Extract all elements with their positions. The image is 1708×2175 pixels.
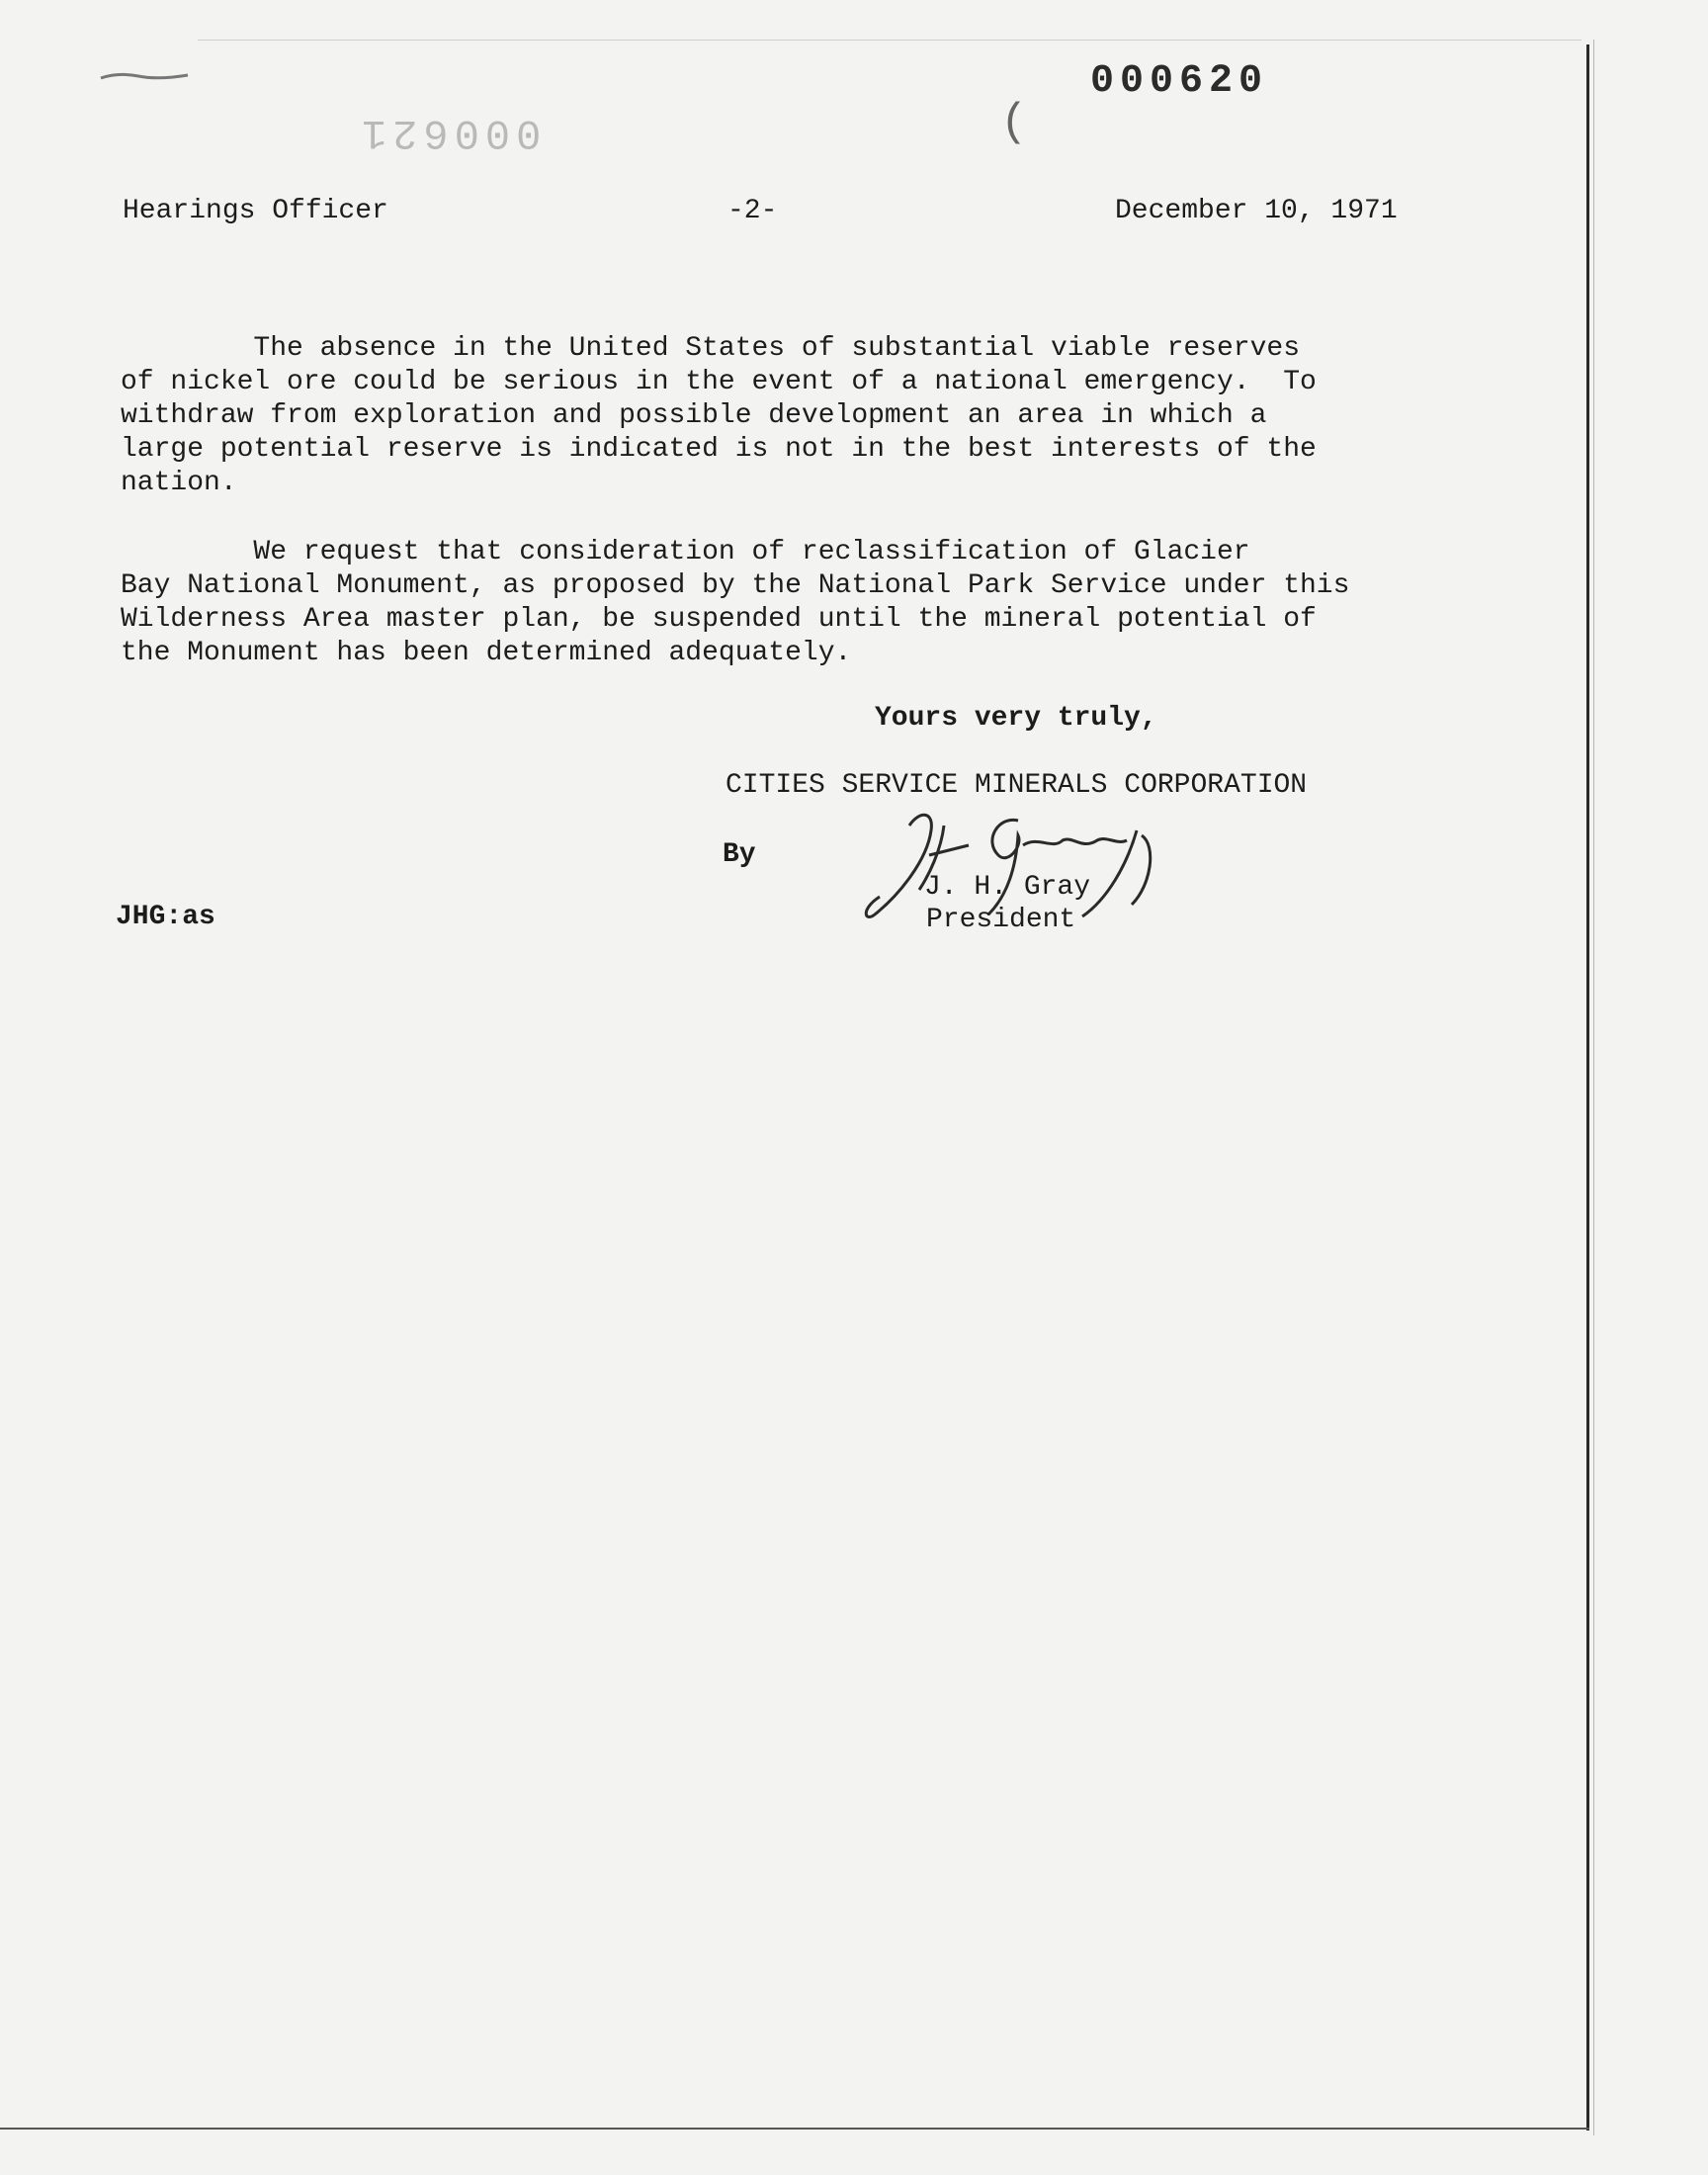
signer-title: President <box>926 905 1076 935</box>
page-right-edge <box>1586 44 1589 2131</box>
ink-smudge <box>99 69 193 83</box>
closing-salutation: Yours very truly, <box>875 703 1157 734</box>
page-bottom-edge <box>0 2128 1589 2130</box>
page-right-shadow <box>1593 40 1594 2135</box>
body-paragraph-1: The absence in the United States of substantial viable reserves of nickel ore could be serious in the event of a national emergency. To withdraw from exploration and possible development an area in which a large potential reserve is indicated is not in the best interests of the nation. <box>121 333 1317 498</box>
signer-name: J. H. Gray <box>924 872 1091 903</box>
by-label: By <box>723 839 756 870</box>
ghost-stamp-number: 000621 <box>356 109 542 156</box>
paren-mark: ( <box>1000 97 1028 148</box>
header-recipient: Hearings Officer <box>123 196 388 226</box>
company-name: CITIES SERVICE MINERALS CORPORATION <box>726 770 1308 801</box>
page-top-edge <box>198 40 1581 41</box>
header-date: December 10, 1971 <box>1115 196 1398 226</box>
body-paragraph-2: We request that consideration of reclassification of Glacier Bay National Monument, as proposed by the National Park Service under this Wilderness Area master plan, be suspended until the mineral potential of the Monument has been determined adequately. <box>121 537 1350 668</box>
typist-initials: JHG:as <box>116 902 215 932</box>
header-page-number: -2- <box>727 196 778 226</box>
stamp-number: 000620 <box>1090 59 1269 104</box>
